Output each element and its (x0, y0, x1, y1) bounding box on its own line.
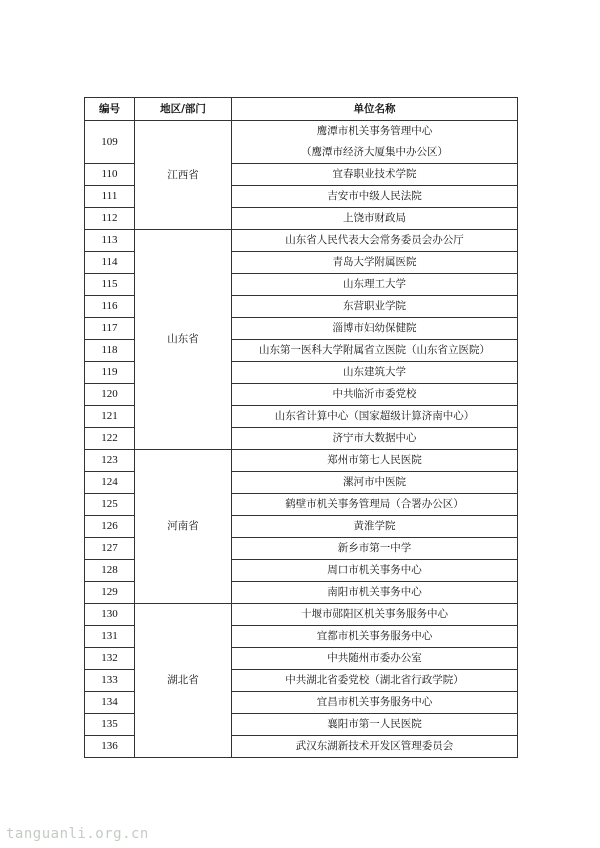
row-number: 118 (85, 340, 135, 362)
unit-name-cell: 山东第一医科大学附属省立医院（山东省立医院） (232, 340, 518, 362)
row-number: 124 (85, 472, 135, 494)
unit-name-cell: 漯河市中医院 (232, 472, 518, 494)
unit-name-cell: 鹤壁市机关事务管理局（合署办公区） (232, 494, 518, 516)
row-number: 130 (85, 604, 135, 626)
row-number: 129 (85, 582, 135, 604)
row-number: 131 (85, 626, 135, 648)
unit-name-cell: 吉安市中级人民法院 (232, 186, 518, 208)
unit-name-cell: 东营职业学院 (232, 296, 518, 318)
row-number: 113 (85, 230, 135, 252)
row-number: 115 (85, 274, 135, 296)
unit-name-cell: 中共临沂市委党校 (232, 384, 518, 406)
unit-name-cell: 山东省人民代表大会常务委员会办公厅 (232, 230, 518, 252)
unit-name-cell: 新乡市第一中学 (232, 538, 518, 560)
unit-name-cell: 周口市机关事务中心 (232, 560, 518, 582)
table-row (85, 604, 518, 626)
row-number: 125 (85, 494, 135, 516)
header-unit: 单位名称 (232, 98, 518, 121)
region-cell: 江西省 (135, 121, 232, 230)
row-number: 128 (85, 560, 135, 582)
unit-name-cell: 淄博市妇幼保健院 (232, 318, 518, 340)
unit-name-cell: 宜昌市机关事务服务中心 (232, 692, 518, 714)
unit-name-cell: 中共湖北省委党校（湖北省行政学院） (232, 670, 518, 692)
table-body (85, 121, 518, 758)
row-number: 111 (85, 186, 135, 208)
unit-name-cell: 宜都市机关事务服务中心 (232, 626, 518, 648)
row-number: 133 (85, 670, 135, 692)
table-row (85, 450, 518, 472)
unit-name-cell: 郑州市第七人民医院 (232, 450, 518, 472)
row-number: 135 (85, 714, 135, 736)
unit-name-cell: 宜春职业技术学院 (232, 164, 518, 186)
row-number: 122 (85, 428, 135, 450)
unit-name-cell: 中共随州市委办公室 (232, 648, 518, 670)
unit-name-cell (232, 121, 518, 164)
unit-name-sub: （鹰潭市经济大厦集中办公区） (301, 146, 448, 158)
unit-name: 鹰潭市机关事务管理中心 (316, 125, 433, 137)
row-number: 110 (85, 164, 135, 186)
unit-name-cell: 上饶市财政局 (232, 208, 518, 230)
header-number: 编号 (85, 98, 135, 121)
row-number: 112 (85, 208, 135, 230)
row-number: 136 (85, 736, 135, 758)
region-cell: 河南省 (135, 450, 232, 604)
row-number: 127 (85, 538, 135, 560)
region-cell: 山东省 (135, 230, 232, 450)
row-number: 119 (85, 362, 135, 384)
row-number: 121 (85, 406, 135, 428)
unit-name-cell: 黄淮学院 (232, 516, 518, 538)
table-row (85, 230, 518, 252)
table-header-row (85, 98, 518, 121)
row-number: 116 (85, 296, 135, 318)
watermark: tanguanli.org.cn (6, 826, 149, 842)
unit-name-cell: 襄阳市第一人民医院 (232, 714, 518, 736)
unit-name-cell: 山东建筑大学 (232, 362, 518, 384)
row-number: 117 (85, 318, 135, 340)
unit-name-cell: 山东省计算中心（国家超级计算济南中心） (232, 406, 518, 428)
table-row (85, 121, 518, 164)
unit-name-cell: 南阳市机关事务中心 (232, 582, 518, 604)
region-cell: 湖北省 (135, 604, 232, 758)
row-number: 114 (85, 252, 135, 274)
header-region: 地区/部门 (135, 98, 232, 121)
row-number: 123 (85, 450, 135, 472)
unit-name-cell: 武汉东湖新技术开发区管理委员会 (232, 736, 518, 758)
unit-name-cell: 十堰市郧阳区机关事务服务中心 (232, 604, 518, 626)
unit-name-cell: 济宁市大数据中心 (232, 428, 518, 450)
row-number: 134 (85, 692, 135, 714)
row-number: 109 (85, 121, 135, 164)
row-number: 126 (85, 516, 135, 538)
unit-name-cell: 青岛大学附属医院 (232, 252, 518, 274)
units-table (84, 97, 518, 758)
row-number: 132 (85, 648, 135, 670)
row-number: 120 (85, 384, 135, 406)
unit-name-cell: 山东理工大学 (232, 274, 518, 296)
